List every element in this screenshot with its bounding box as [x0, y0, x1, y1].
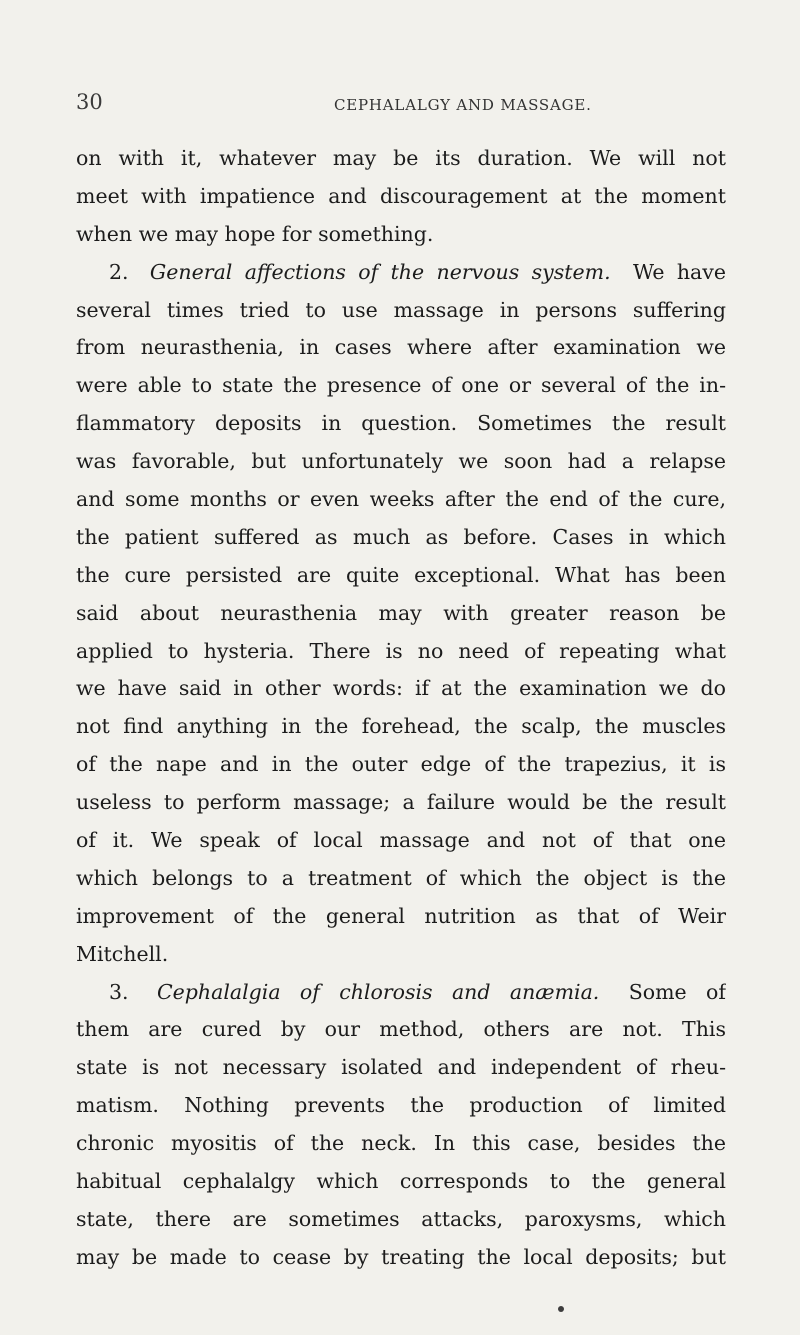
- text-line: [76, 633, 726, 671]
- line-text: the patient suffered as much as before. Cases in which: [76, 524, 726, 549]
- line-text: of the nape and in the outer edge of the trapezius, it is: [76, 752, 726, 777]
- line-text: We have: [632, 259, 726, 284]
- line-text: them are cured by our method, others are not. This: [76, 1017, 726, 1042]
- line-text: the cure persisted are quite exceptional. What has been: [76, 562, 726, 587]
- running-head: CEPHALALGY AND MASSAGE.: [334, 96, 592, 114]
- page-header: [76, 90, 726, 120]
- text-line: [76, 140, 726, 178]
- line-text: state, there are sometimes attacks, paroxysms, which: [76, 1206, 726, 1231]
- text-line: [76, 1087, 726, 1125]
- line-text: flammatory deposits in question. Sometimes the result: [76, 411, 726, 436]
- text-line: [76, 481, 726, 519]
- text-line: [76, 519, 726, 557]
- line-text: was favorable, but unfortunately we soon had a relapse: [76, 449, 726, 474]
- text-line: [76, 329, 726, 367]
- line-text: we have said in other words: if at the examination we do: [76, 676, 726, 701]
- line-text: several times tried to use massage in persons suffering: [76, 297, 726, 322]
- text-line: [76, 822, 726, 860]
- text-line: [76, 216, 726, 254]
- text-line: [76, 898, 726, 936]
- text-line: [76, 1011, 726, 1049]
- line-text: not find anything in the forehead, the scalp, the muscles: [76, 714, 726, 739]
- line-text: of it. We speak of local massage and not of that one: [76, 828, 726, 853]
- section-number: 3.: [109, 979, 129, 1004]
- text-line: [76, 595, 726, 633]
- text-line: [76, 178, 726, 216]
- line-text: matism. Nothing prevents the production of limited: [76, 1093, 726, 1118]
- text-line: [76, 292, 726, 330]
- section-title: General affections of the nervous system.: [149, 259, 611, 284]
- line-text: Mitchell.: [76, 941, 169, 966]
- line-text: useless to perform massage; a failure would be the result: [76, 790, 726, 815]
- page-number: 30: [76, 90, 103, 114]
- printer-ornament: [558, 1306, 564, 1312]
- text-line: [76, 860, 726, 898]
- body-text: [76, 140, 726, 1277]
- text-line: [76, 367, 726, 405]
- line-text: said about neurasthenia may with greater reason be: [76, 600, 726, 625]
- section-heading-line: [76, 974, 726, 1012]
- line-text: on with it, whatever may be its duration. We will not: [76, 146, 726, 170]
- section-title: Cephalalgia of chlorosis and anæmia.: [156, 979, 600, 1004]
- text-line: [76, 784, 726, 822]
- line-text: chronic myositis of the neck. In this case, besides the: [76, 1131, 726, 1156]
- text-line: [76, 1049, 726, 1087]
- line-text: from neurasthenia, in cases where after examination we: [76, 335, 726, 360]
- text-line: [76, 936, 726, 974]
- line-text: which belongs to a treatment of which the object is the: [76, 865, 726, 890]
- section-number: 2.: [109, 259, 129, 284]
- text-line: [76, 670, 726, 708]
- line-text: state is not necessary isolated and independent of rheu-: [76, 1055, 726, 1080]
- line-text: applied to hysteria. There is no need of repeating what: [76, 638, 726, 663]
- line-text: and some months or even weeks after the end of the cure,: [76, 487, 726, 512]
- section-heading-line: [76, 254, 726, 292]
- text-line: [76, 1239, 726, 1277]
- text-line: [76, 746, 726, 784]
- text-line: [76, 405, 726, 443]
- line-text: habitual cephalalgy which corresponds to the general: [76, 1169, 726, 1194]
- line-text: meet with impatience and discouragement at the moment: [76, 183, 726, 208]
- line-text: when we may hope for something.: [76, 221, 434, 246]
- text-line: [76, 708, 726, 746]
- line-text: Some of: [628, 979, 726, 1004]
- line-text: improvement of the general nutrition as that of Weir: [76, 903, 726, 928]
- text-line: [76, 1125, 726, 1163]
- text-line: [76, 1163, 726, 1201]
- text-line: [76, 557, 726, 595]
- line-text: may be made to cease by treating the local deposits; but: [76, 1244, 726, 1269]
- line-text: were able to state the presence of one or several of the in-: [76, 373, 726, 398]
- text-line: [76, 1201, 726, 1239]
- text-line: [76, 443, 726, 481]
